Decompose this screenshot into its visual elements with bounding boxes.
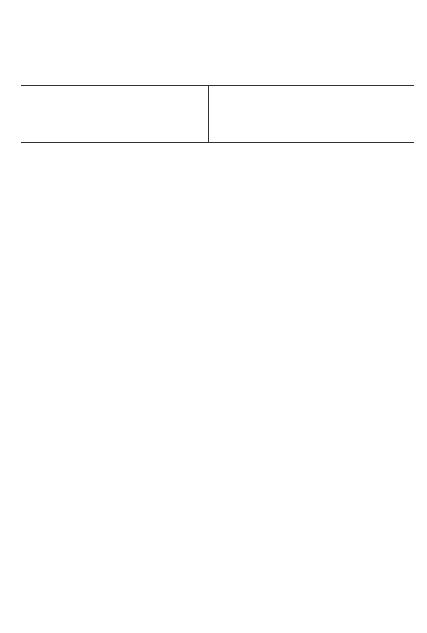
table-top-rule: [21, 85, 414, 86]
page-header: [21, 47, 25, 59]
column-divider: [208, 85, 209, 142]
table-header-rule: [21, 142, 414, 143]
